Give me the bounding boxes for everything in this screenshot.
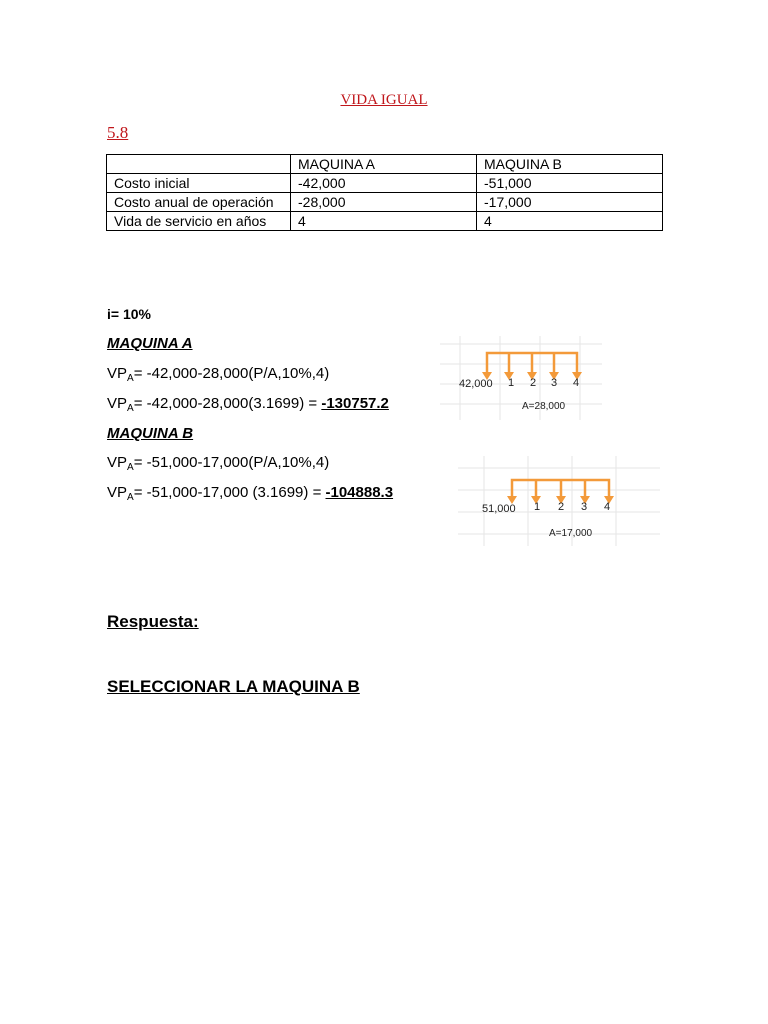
table-row	[107, 212, 663, 231]
table-cell: -17,000	[477, 193, 663, 212]
answer-label: Respuesta:	[107, 612, 199, 631]
period-label: 3	[551, 377, 558, 389]
table-header-row	[107, 155, 663, 174]
period-label: 4	[573, 377, 580, 389]
annual-cost-label: A=17,000	[549, 528, 593, 539]
machine-b-label: MAQUINA B	[107, 425, 194, 442]
arrow-group	[512, 480, 609, 498]
table-cell: -42,000	[291, 174, 477, 193]
initial-cost-label: 51,000	[482, 503, 516, 515]
machine-a-result: -130757.2	[321, 395, 389, 412]
period-label: 1	[534, 501, 541, 513]
problem-number: 5.8	[107, 123, 129, 142]
period-label: 3	[581, 501, 588, 513]
period-label: 1	[508, 377, 515, 389]
table-row	[107, 174, 663, 193]
table-cell: Vida de servicio en años	[107, 212, 291, 231]
annual-cost-label: A=28,000	[522, 401, 566, 412]
machine-a-result-equation: $VP_A= -42,000-28,000(3.1699) = -130757.2$	[107, 395, 389, 414]
initial-cost-label: 42,000	[459, 378, 493, 390]
table-cell: -51,000	[477, 174, 663, 193]
page-title: VIDA IGUAL	[340, 92, 428, 108]
machine-b-result: -104888.3	[325, 484, 394, 501]
comparison-table	[106, 154, 663, 231]
table-cell: 4	[291, 212, 477, 231]
table-cell: Costo anual de operación	[107, 193, 291, 212]
cash-flow-diagram-b	[458, 456, 660, 546]
table-row	[107, 193, 663, 212]
table-header-cell: MAQUINA B	[477, 155, 663, 174]
period-label: 2	[558, 501, 565, 513]
machine-b-result-equation: $VP_A= -51,000-17,000$ (3.1699) = -104888.3	[107, 484, 394, 503]
machine-a-label: MAQUINA A	[107, 335, 193, 352]
answer-conclusion: SELECCIONAR LA MAQUINA B	[107, 677, 360, 696]
table-cell: -28,000	[291, 193, 477, 212]
machine-a-equation: $VP_A= -42,000-28,000(P/A,10\%,4)$	[107, 365, 330, 384]
period-label: 2	[530, 377, 537, 389]
table-cell: Costo inicial	[107, 174, 291, 193]
machine-b-equation: $VP_A= -51,000-17,000(P/A,10\%,4)$	[107, 454, 330, 473]
interest-rate: i= 10%	[107, 306, 151, 322]
table-header-cell	[107, 155, 291, 174]
table-cell: 4	[477, 212, 663, 231]
period-label: 4	[604, 501, 611, 513]
table-header-cell: MAQUINA A	[291, 155, 477, 174]
cash-flow-diagram-a	[440, 336, 602, 420]
